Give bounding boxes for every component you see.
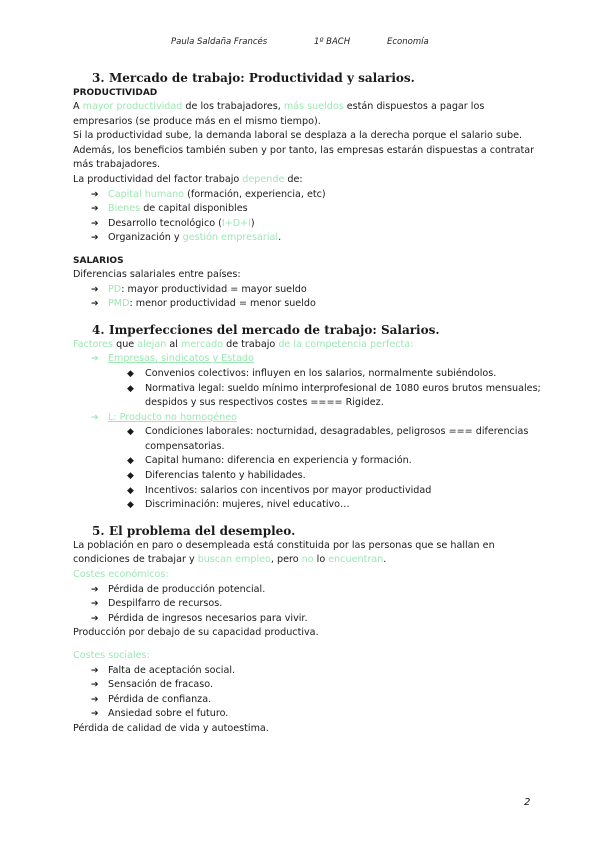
salarios-heading: SALARIOS [73,255,124,266]
list-item: ➔ Bienes de capital disponibles [91,202,543,217]
section-4-title: 4. Imperfecciones del mercado de trabajo: Salarios. [92,322,440,337]
header-subject: Economía [387,37,429,47]
list-item: ➔ Falta de aceptación social. [91,664,543,679]
costes-sociales-heading: Costes sociales: [73,650,150,661]
header-author: Paula Saldaña Francés [171,37,268,47]
list-item: ➔ Capital humano (formación, experiencia, etc) [91,188,543,203]
list-item: ➔ Sensación de fracaso. [91,678,543,693]
list-item: ➔ Organización y gestión empresarial. [91,231,543,246]
list-item: ◆ Normativa legal: sueldo mínimo interprofesional de 1080 euros brutos mensuales; despidos y sus respectivos costes ==== Rigidez. [127,382,543,411]
costes-economicos-summary: Producción por debajo de su capacidad productiva. [73,627,319,639]
imperfecciones-groups-2 [73,411,543,426]
list-item: ➔ Pérdida de confianza. [91,693,543,708]
section-3-title: 3. Mercado de trabajo: Productividad y salarios. [92,71,415,85]
group-empresas: ➔ Empresas, sindicatos y Estado [91,352,543,367]
imperfecciones-intro: Factores que alejan al mercado de trabajo de la competencia perfecta: [73,338,414,350]
desempleo-intro: La población en paro o desempleada está constituida por las personas que se hallan en condiciones de trabajar y buscan empleo, pero no lo encuentran. [73,539,495,566]
costes-economicos-heading: Costes económicos: [73,569,169,581]
costes-economicos-list [73,583,543,627]
salarios-intro: Diferencias salariales entre países: [73,268,241,280]
list-item: ◆ Condiciones laborales: nocturnidad, desagradables, peligrosos === diferencias compensatorias. [127,425,543,454]
header-course: 1º BACH [314,37,351,47]
salarios-list [73,283,543,312]
productividad-heading: PRODUCTIVIDAD [73,88,158,98]
imperfecciones-groups [73,352,543,367]
list-item: ➔ Pérdida de producción potencial. [91,583,543,598]
productividad-paragraph-3: La productividad del factor trabajo depende de: [73,173,303,185]
productividad-paragraph-1: A mayor productividad de los trabajadores, más sueldos están dispuestos a pagar los empresarios (se produce más en el mismo tiempo). [73,101,485,127]
costes-sociales-list [73,664,543,722]
list-item: ◆ Discriminación: mujeres, nivel educativo… [127,498,543,513]
list-item: ➔ PMD: menor productividad = menor sueldo [91,297,543,312]
list-item: ➔ Despilfarro de recursos. [91,597,543,612]
group-empresas-items [73,367,543,411]
section-5-title: 5. El problema del desempleo. [92,523,296,538]
costes-sociales-summary: Pérdida de calidad de vida y autoestima. [73,722,269,734]
list-item: ◆ Diferencias talento y habilidades. [127,469,543,484]
list-item: ◆ Capital humano: diferencia en experiencia y formación. [127,454,543,469]
list-item: ◆ Convenios colectivos: influyen en los salarios, normalmente subiéndolos. [127,367,543,382]
page-number: 2 [524,797,531,808]
list-item: ➔ Pérdida de ingresos necesarios para vivir. [91,612,543,627]
group-producto: ➔ L: Producto no homogéneo [91,411,543,426]
productividad-factors-list [73,188,543,246]
list-item: ➔ Ansiedad sobre el futuro. [91,707,543,722]
productividad-paragraph-2: Si la productividad sube, la demanda laboral se desplaza a la derecha porque el salario sube. Además, los beneficios también suben y por tanto, las empresas estarán dispuestas a contratar más trabajadores. [73,130,535,171]
list-item: ◆ Incentivos: salarios con incentivos por mayor productividad [127,484,543,499]
page-content [73,70,543,737]
group-producto-items [73,425,543,513]
list-item: ➔ PD: mayor productividad = mayor sueldo [91,283,543,298]
list-item: ➔ Desarrollo tecnológico (I+D+i) [91,217,543,232]
